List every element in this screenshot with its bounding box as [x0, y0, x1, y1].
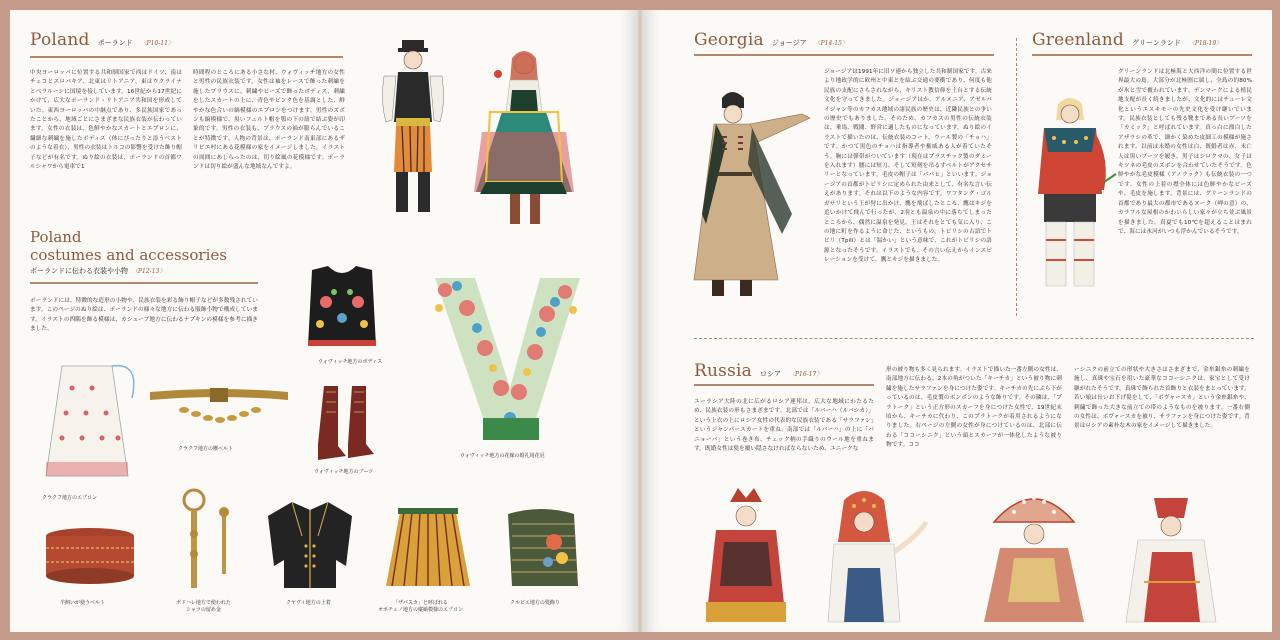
jacket-illustration	[262, 496, 358, 592]
poland-rule	[30, 56, 343, 58]
poland2-subtitle-jp: ポーランドに伝わる衣装や小物	[30, 267, 128, 275]
left-page	[10, 10, 636, 632]
georgia-text: ジョージアは1991年に旧ソ連から独立した共和制国家です。古来より地政学的に欧州と中東とを結ぶ交通の要衝であり、何度も他民族の支配にさらされながら、キリスト教信仰を土台とする伝統文化を守ってきました。ジョージアはか、アルメニア、アゼルバイジャン等のカフカス地域の諸民族の歴史は、近隣民族との争いの歴史でもありました。そのため、カフカスの男性の伝統衣装は、乗馬、戦闘、野営に適したものになっています。ぬり絵のイラストで描いたのは、伝統衣装のコート、ウール製の「チョハ」です。かつて黒色のチョハは指導者や権威ある人が着ていたそう。胸には弾帯がついています（現在はプラスチック製のダミーを入れます）腰には短刀、そして短剣を吊るすベルトがアクセサリーとなっています。毛皮の帽子は「パパヒ」といいます。ジョージアの首都がトビリシに定められた由来として、有名な言い伝えがあります。それは以下のような内容です。ワフタング・ゴルガサリという王が狩に出かけ、鷹を飛ばしたところ、鷹はキジを追いかけて飛んで行ったが、2羽とも温泉の中に落ちてしまったところから、偶然に温泉を発見。王はそれをとても気に入り、この地に町を作るように命じた、というもの。トビリシの古語でトビリ（Tpili）とは「温かい」という意味で、これがトビリシの語源となったそうです。イラストでも、その言い伝えからインスピレーションを受けて、鷹とキジを描きました。	[824, 69, 992, 264]
poland2-page-ref: 〈P12-13〉	[132, 268, 166, 275]
georgia-title: Georgia	[694, 30, 764, 50]
poland2-title-line2: costumes and accessories	[30, 246, 227, 264]
shepherd-belt-caption: 羊飼いが使うベルト	[60, 600, 106, 606]
russia-women-illustration	[694, 482, 1264, 624]
striped-apron-illustration	[382, 506, 474, 594]
shepherd-belt-illustration	[40, 522, 140, 592]
poland-title-jp: ポーランド	[97, 39, 133, 47]
bodice-illustration	[302, 262, 382, 354]
bodice-caption: ウォヴィッチ地方のボディス	[318, 359, 383, 365]
poland2-title-line1: Poland	[30, 228, 82, 246]
greenland-title-jp: グリーンランド	[1131, 39, 1181, 47]
greenland-text: グリーンランドは北極海と大西洋の間に位置する世界最大の島。大部分が北極圏に属し、全島の約80%が氷と雪で覆われています。デンマークによる植民地支配が長く続きましたが、文化的にはチューレ文化というエスキモーの先史文化を受け継いでいます。民族衣装としても残る靴まである長いブーツを「カミック」と呼ばれています。真っ白に漂白したアザラシの革で、細かく染めた皮細工の模様が施されます。以前は未婚の女性は白、既婚者は赤、未亡人は黒いブーツを履き、男子はシロクマの、女子はキツネの毛皮のズボンを合わせていたそうです。色鮮やかな毛皮模様（アノラック）も伝統衣装の一つです。女性の上着の襟全体には色鮮やかなビーズや、毛皮を施します。背景には、グリーンランドの首都であり最大の都市であるヌーク（岬の意）の、カラフルな屋根のかわいらしい家々が立ち並ぶ風景を描きました。真夏でも10℃を超えることはまれで、海には氷河がいつも浮かんでいるそうです。	[1118, 69, 1252, 235]
poland2-subtitle	[30, 266, 165, 276]
striped-apron-caption-line2: オポチュノ地方の縦縞模様のエプロン	[378, 607, 463, 613]
poland-couple-illustration	[362, 32, 592, 252]
striped-apron-caption	[378, 600, 463, 614]
poland2-title	[30, 228, 227, 264]
poland-page-ref: 〈P10-11〉	[140, 40, 174, 47]
russia-rule	[694, 384, 874, 386]
georgia-greenland-divider	[1016, 38, 1017, 316]
poland-heading	[30, 30, 174, 50]
poland-text-col1: 中央ヨーロッパに位置する共和制国家で西はドイツ、南はチェコとスロバキア、北東はリトアニア、東はウクライナとベラルーシに国境を接しています。16世紀から17世紀にかけて、広大なポーランド・リトアニア共和国を形成していた。東西ヨーロッパの中継点であり、多民族国家であったことから、地域ごとにさまざまな民族衣装が伝わっています。女性の衣装は、色鮮やかなスカートとエプロンに、繊細な刺繍を施したボディス（体にぴったりと添うベストのような着衣）、男性の衣装はトルコの影響を受けた飾り帽子などが有名です。ぬり絵の衣装は、ポーランドの首都ワルシャワから電車で1	[30, 70, 182, 171]
greenland-page-ref: 〈P18-19〉	[1188, 40, 1223, 47]
russia-page-ref: 〈P16-17〉	[788, 371, 823, 378]
poland2-rule	[30, 282, 258, 284]
pin-caption	[176, 600, 231, 614]
georgia-rule	[694, 54, 994, 56]
greenland-woman-illustration	[1030, 90, 1120, 296]
russia-text-col2: 形の被り物も多く見られます。イラストで描いた一番左側の女性は、南部地方に伝わる、2本の角がついた「キーチカ」という被り物に刺繍を施したサラファンを身につけた姿です。キーチカの先にぶら下がっているのは、毛皮製のボンボンのような飾りです。その隣は、「プラトーク」という正方形のスカーフを身につけた女性で、19世紀末頃から、キーチカに代わり、このプラトークが着用されるようになりました。右ページの左側の女性が身につけているのは、北部に伝わる「ココーシニク」という頭とスカーフが一体化したような被り物です。ココ	[886, 367, 1062, 449]
pin-caption-line2: シャツの留め金	[186, 607, 221, 613]
belt-caption: クラクフ地方の腰ベルト	[178, 446, 234, 452]
pin-caption-line1: ボドハレ地方で使われた	[176, 600, 231, 606]
russia-text-col3: ーシニクの前立ての形状や大きさはさまざまで、金糸銀糸の刺繍を施し、真珠や宝石を用いた豪華なココーシニクは、家宝として受け継がれたそうです。真珠で飾られた首飾りと衣装をまとっています。若い娘は長いお下げ髪をして、「ボヴャースカ」という金糸銀糸や、刺繍で飾った大きな前立ての帯のようなものを被ります。一番右側の女性は、ボヴャースカを被り、サラファンを身につけた姿です。背景はロシアの素朴な木の家をイメージして描きました。	[1074, 367, 1250, 430]
wreath-illustration	[415, 268, 595, 448]
russia-heading	[694, 361, 822, 381]
pin-illustration	[170, 484, 240, 594]
poland-title: Poland	[30, 30, 90, 50]
georgia-heading	[694, 30, 848, 50]
boots-illustration	[310, 382, 380, 466]
section-divider	[694, 338, 1254, 339]
right-page	[644, 10, 1272, 632]
greenland-rule	[1032, 54, 1252, 56]
boots-caption: ウォヴィッチ地方のブーツ	[314, 469, 374, 475]
book-gutter	[636, 10, 644, 632]
greenland-heading	[1032, 30, 1222, 50]
russia-text-col1: ユーラシア大陸の北に広がるロシア連邦は、広大な地域にわたるため、民族衣装の形もさまざまです。北部では「ルバーハ（ルバシカ）」という上衣の上にロシア女性の代表的な民族衣装である「サラファン」というジャンパースカートを重ね、南部では「ルバーハ」の上に「パニョーバ」という巻き布、チェック柄の手織りのウール地を重ねます。既婚女性は髪を覆い隠さなければならないため、ユニークな	[694, 399, 874, 453]
poland2-text: ポーランドには、特徴的な造形の小物や、民族衣装を彩る飾り帽子などが多数残されています。このページのぬり絵は、ポーランドの様々な地方に伝わる服飾小物で構成しています。イラストの四隅を飾る模様は、カシューブ地方に伝わるナプキンの模様を参考に描きました。	[30, 298, 258, 333]
wreath-caption: ウォヴィッチ地方の花嫁の婚礼用花冠	[460, 453, 545, 459]
poland-text-col2: 時間程のところにある小さな村、ウォヴィッチ地方の女性と男性の民族衣装です。女性は袖をレースで飾った刺繍を施したブラウスに、刺繍やビーズで飾ったボディス、刺繍をしたスカートの上に、青色やピンク色を基調とした、鮮やかな色合いの縞模様のエプロンをつけます。男性のズボンも縞模様で、黒いフェルト帽を顎の下の紐で結ぶ姿が印象的です。男性の衣装も、ブラウスの袖が膨らんでいることが特徴です。人物の背景は、ポーランド南東部にあるザリピエ村にある花模様の家をイメージしました。イラストの周囲にあしらったのは、切り絵風の花模様です。ポーランドは切り絵が盛んな地域なんですよ。	[193, 70, 345, 171]
georgia-page-ref: 〈P14-15〉	[814, 40, 848, 47]
georgia-man-illustration	[692, 84, 824, 304]
hat-caption: クルピエ地方の髪飾り	[510, 600, 560, 606]
striped-apron-caption-line1: 「ザパスカ」と呼ばれる	[393, 600, 448, 606]
apron-caption: クラクフ地方のエプロン	[42, 495, 98, 501]
belt-illustration	[144, 384, 294, 440]
hat-illustration	[502, 502, 584, 594]
apron-illustration	[32, 358, 142, 488]
jacket-caption: クヤヴィ地方の上着	[286, 600, 331, 606]
russia-title: Russia	[694, 361, 752, 381]
russia-title-jp: ロシア	[759, 370, 781, 378]
georgia-title-jp: ジョージア	[771, 39, 807, 47]
greenland-title: Greenland	[1032, 30, 1124, 50]
